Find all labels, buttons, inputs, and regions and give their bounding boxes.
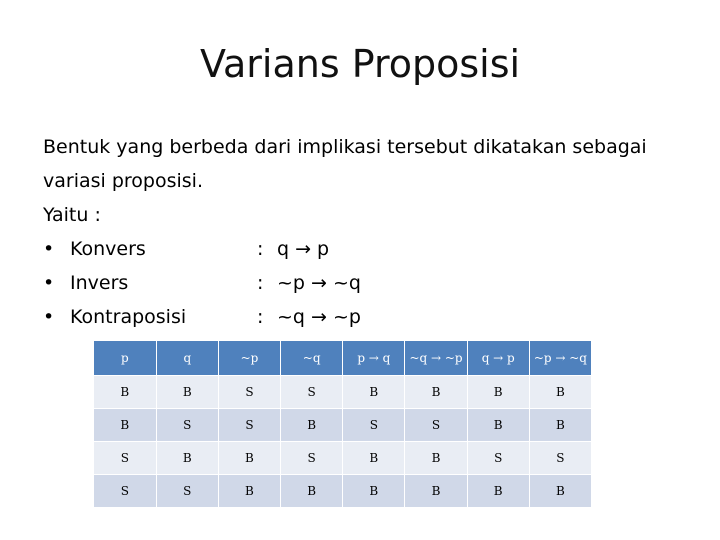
table-cell: B: [281, 475, 343, 508]
header-kontraposisi: ~q → ~p: [405, 341, 467, 376]
table-cell: B: [156, 442, 218, 475]
table-row: [94, 376, 592, 409]
table-cell: B: [529, 376, 591, 409]
header-not-p: ~p: [218, 341, 280, 376]
slide-title: Varians Proposisi: [199, 42, 521, 86]
header-p: p: [94, 341, 156, 376]
slide-body: [43, 130, 683, 334]
truth-table: [94, 341, 592, 508]
header-implication: p → q: [343, 341, 405, 376]
bullet-formula: ~p → ~q: [277, 272, 361, 294]
table-cell: B: [156, 376, 218, 409]
table-cell: S: [156, 409, 218, 442]
intro-line-1: Bentuk yang berbeda dari implikasi tersebut dikatakan sebagai: [43, 136, 647, 158]
table-cell: B: [343, 442, 405, 475]
header-not-q: ~q: [281, 341, 343, 376]
table-cell: S: [218, 409, 280, 442]
table-cell: B: [467, 409, 529, 442]
table-cell: B: [94, 409, 156, 442]
table-header-row: [94, 341, 592, 376]
table-cell: B: [529, 409, 591, 442]
bullet-dot: •: [43, 306, 55, 328]
bullet-formula: q → p: [277, 238, 330, 260]
bullet-colon: :: [257, 238, 264, 260]
table-cell: B: [529, 475, 591, 508]
table-cell: B: [343, 475, 405, 508]
table-row: [94, 409, 592, 442]
table-cell: S: [405, 409, 467, 442]
header-q: q: [156, 341, 218, 376]
table-row: [94, 475, 592, 508]
bullet-kontraposisi: [43, 300, 683, 334]
bullet-colon: :: [257, 306, 264, 328]
header-konvers: q → p: [467, 341, 529, 376]
bullet-label: Kontraposisi: [70, 306, 187, 328]
table-cell: B: [467, 475, 529, 508]
table-cell: B: [405, 442, 467, 475]
table-cell: S: [94, 442, 156, 475]
bullet-label: Konvers: [70, 238, 146, 260]
table-cell: S: [94, 475, 156, 508]
bullet-konvers: [43, 232, 683, 266]
table-cell: S: [218, 376, 280, 409]
table-cell: B: [94, 376, 156, 409]
table-cell: B: [343, 376, 405, 409]
table-cell: B: [405, 475, 467, 508]
table-cell: B: [467, 376, 529, 409]
table-cell: B: [218, 442, 280, 475]
table-cell: B: [218, 475, 280, 508]
intro-line-2: variasi proposisi.: [43, 170, 203, 192]
bullet-dot: •: [43, 238, 55, 260]
table-cell: B: [405, 376, 467, 409]
bullet-formula: ~q → ~p: [277, 306, 361, 328]
header-invers: ~p → ~q: [529, 341, 591, 376]
yaitu-label: Yaitu :: [43, 204, 101, 226]
table-cell: S: [156, 475, 218, 508]
table-cell: S: [281, 442, 343, 475]
bullet-label: Invers: [70, 272, 129, 294]
table-cell: B: [281, 409, 343, 442]
bullet-colon: :: [257, 272, 264, 294]
table-cell: S: [467, 442, 529, 475]
table-cell: S: [343, 409, 405, 442]
table-cell: S: [529, 442, 591, 475]
table-cell: S: [281, 376, 343, 409]
table-row: [94, 442, 592, 475]
bullet-dot: •: [43, 272, 55, 294]
bullet-invers: [43, 266, 683, 300]
